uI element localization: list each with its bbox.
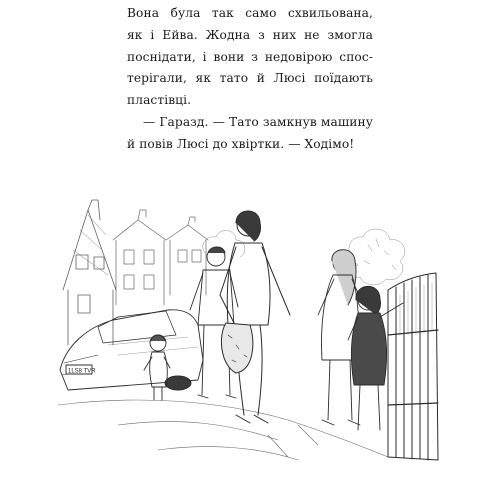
paragraph-2 (127, 112, 373, 156)
license-plate: 1LS8 TVR (68, 368, 96, 375)
small-child-figure (144, 335, 170, 400)
paragraph-1 (127, 3, 373, 112)
wooden-fence (388, 273, 438, 460)
text-line: пластівці. (127, 93, 192, 108)
mum-figure (220, 211, 290, 423)
text-line: й повів Люсі до хвіртки. — Ходімо! (127, 136, 355, 151)
street-scene-illustration (58, 195, 443, 465)
text-line: поснідати, і вони з недовірою спос- (127, 49, 373, 64)
text-line: — Гаразд. — Тато замкнув машину (143, 114, 373, 129)
pavement (58, 400, 388, 460)
text-line: Вона була так само схвильована, (127, 6, 373, 20)
text-line: як і Ейва. Жодна з них не змогла (127, 27, 373, 42)
text-line: терігали, як тато й Люсі поїдають (127, 71, 373, 86)
younger-girl-figure (348, 286, 403, 430)
house-left (63, 200, 116, 345)
car (60, 310, 203, 390)
story-text (127, 3, 373, 156)
house-middle (113, 210, 208, 305)
